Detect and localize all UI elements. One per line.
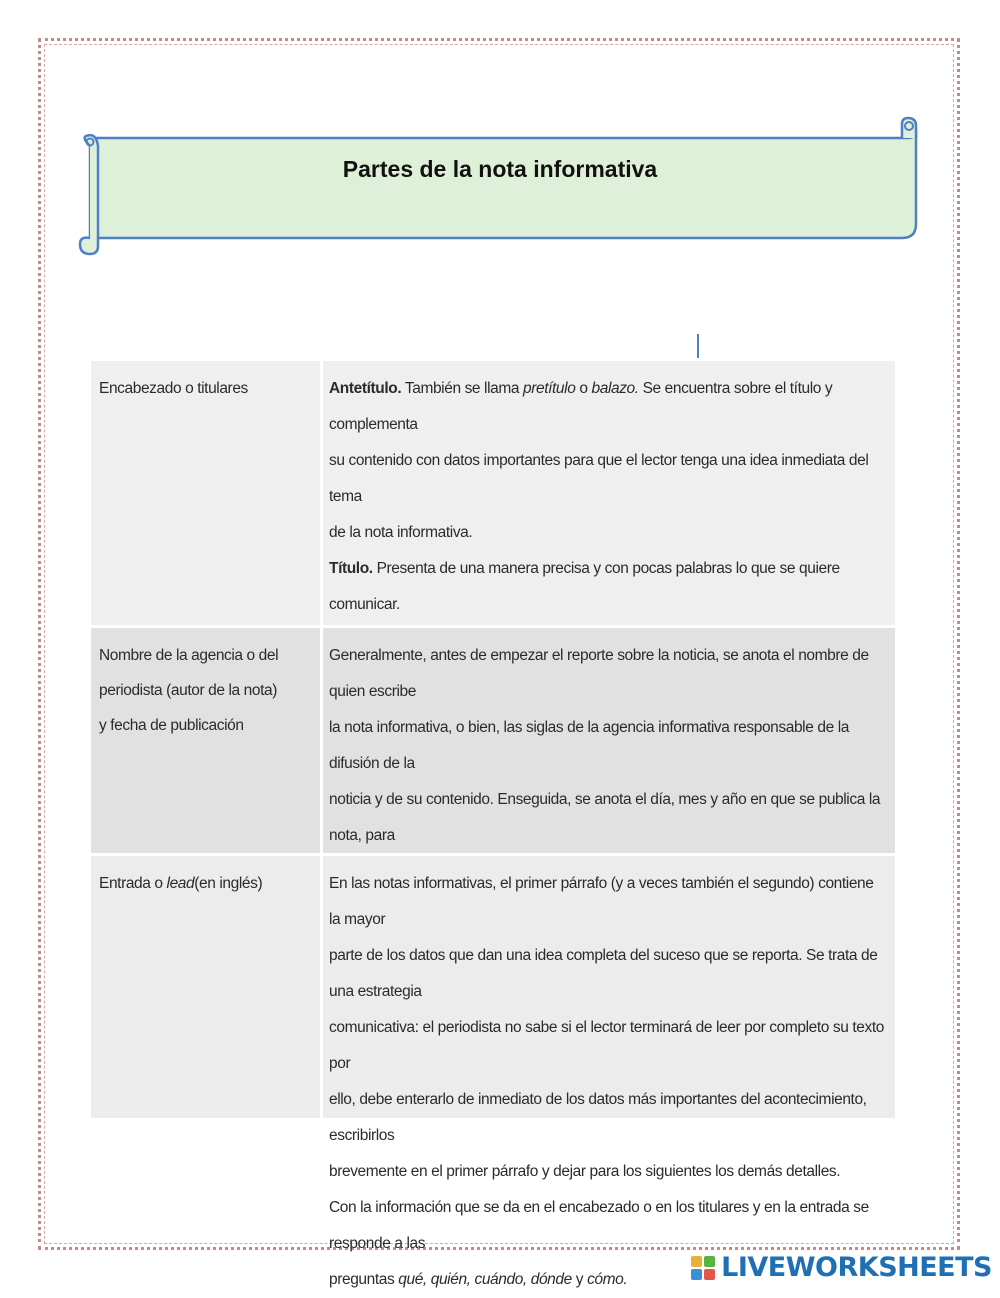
liveworksheets-logo[interactable]	[691, 1252, 992, 1283]
scroll-shape	[76, 116, 924, 261]
row-content-encabezado: Antetítulo. También se llama pretítulo o balazo. Se encuentra sobre el título y complementa su contenido con datos importantes para que el lector tenga una idea inmediata del tema de la nota informativa. Título. Presenta de una manera precisa y con pocas palabras lo que se quiere comunicar.	[323, 361, 895, 625]
text-cursor	[697, 334, 699, 358]
row-heading-nombre: Nombre de la agencia o del periodista (autor de la nota) y fecha de publicación	[91, 625, 320, 853]
title-banner	[76, 116, 924, 261]
brand-name: LIVEWORKSHEETS	[721, 1252, 992, 1283]
logo-blocks-icon	[691, 1256, 715, 1280]
row-heading-entrada: Entrada o lead(en inglés)	[91, 853, 320, 1118]
row-content-nombre: Generalmente, antes de empezar el reporte sobre la noticia, se anota el nombre de quien escribe la nota informativa, o bien, las siglas de la agencia informativa responsable de la difusión de la noticia y de su contenido. Enseguida, se anota el día, mes y año en que se publica la nota, para	[323, 625, 895, 853]
page-title: Partes de la nota informativa	[342, 156, 658, 182]
row-heading-encabezado: Encabezado o titulares	[91, 361, 320, 625]
row-content-entrada: En las notas informativas, el primer párrafo (y a veces también el segundo) contiene la mayor parte de los datos que dan una idea completa del suceso que se reporta. Se trata de una estrategia comunicativa: el periodista no sabe si el lector terminará de leer por completo su texto por ello, debe enterarlo de inmediato de los datos más importantes del acontecimiento, escribirlos brevemente en el primer párrafo y dejar para los siguientes los demás detalles. Con la información que se da en el encabezado o en los titulares y en la entrada se responde a las preguntas qué, quién, cuándo, dónde y cómo.	[323, 853, 895, 1118]
